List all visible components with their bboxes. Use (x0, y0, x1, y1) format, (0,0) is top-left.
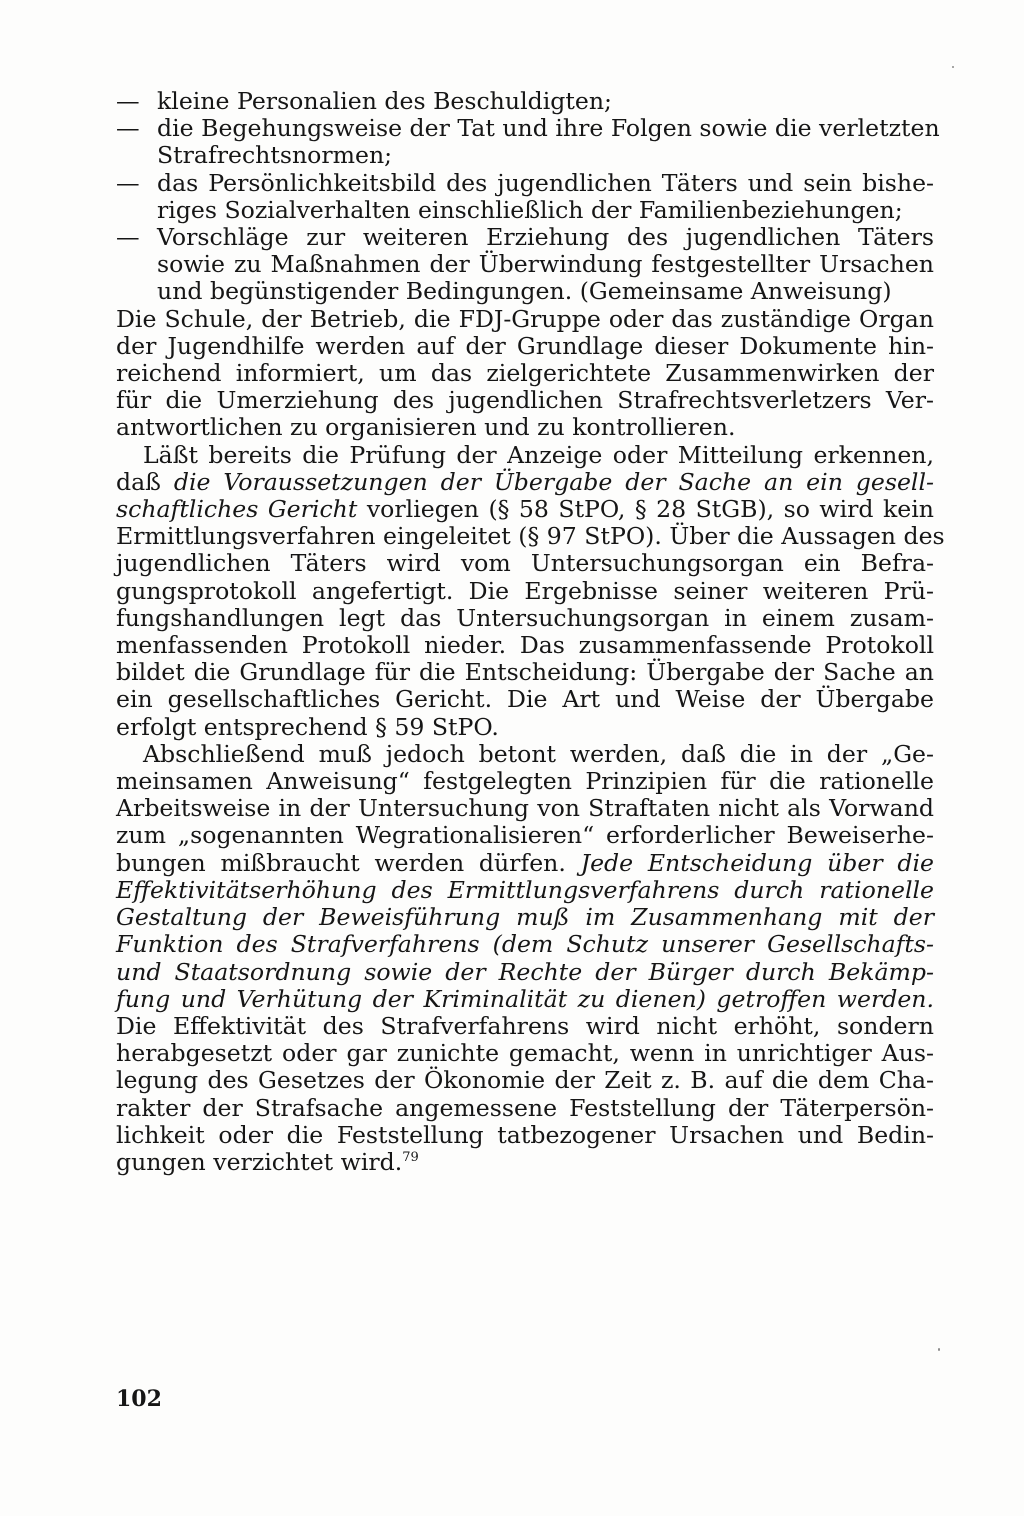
text-line: ein gesellschaftliches Gericht. Die Art und Weise der Übergabe (116, 685, 934, 714)
emphasis-text: Funktion des Strafverfahrens (dem Schutz unserer Gesellschafts- (116, 930, 934, 959)
text-line: legung des Gesetzes der Ökonomie der Zeit z. B. auf die dem Cha- (116, 1066, 934, 1095)
text-line: riges Sozialverhalten einschließlich der Familienbeziehungen; (157, 195, 903, 224)
text-line (116, 877, 934, 904)
scan-speck (952, 66, 954, 68)
text-line (116, 931, 934, 958)
text-line: das Persönlichkeitsbild des jugendlichen Täters und sein bishe- (157, 168, 934, 197)
text-line: kleine Personalien des Beschuldigten; (157, 87, 612, 115)
list-item (116, 170, 934, 224)
text-line: für die Umerziehung des jugendlichen Strafrechtsverletzers Ver- (116, 386, 934, 415)
text-line (116, 496, 934, 523)
list-dash: — (116, 87, 140, 115)
text-line (116, 986, 934, 1013)
text-line: und begünstigender Bedingungen. (Gemeinsame Anweisung) (157, 277, 892, 306)
emphasis-text: Gestaltung der Beweisführung muß im Zusammenhang mit der (116, 903, 934, 932)
emphasis-text: Jede Entscheidung über die (580, 848, 934, 877)
footnote-reference: 79 (402, 1149, 419, 1165)
text-line: Die Effektivität des Strafverfahrens wird nicht erhöht, sondern (116, 1011, 934, 1040)
text-line: zum „sogenannten Wegrationalisieren“ erforderlicher Beweiserhe- (116, 821, 934, 850)
paragraph (116, 306, 934, 442)
emphasis-text: Effektivitätserhöhung des Ermittlungsverfahrens durch rationelle (116, 875, 934, 904)
text-line (116, 1149, 934, 1176)
list-item (116, 88, 934, 115)
text-run: gungen verzichtet wird. (116, 1147, 403, 1176)
text-line: erfolgt entsprechend § 59 StPO. (116, 712, 499, 741)
text-line: jugendlichen Täters wird vom Untersuchungsorgan ein Befra- (116, 549, 934, 578)
text-run: vorliegen (§ 58 StPO, § 28 StGB), so wird kein (357, 495, 934, 524)
text-line (116, 850, 934, 877)
list-dash: — (116, 168, 140, 197)
text-line: antwortlichen zu organisieren und zu kontrollieren. (116, 413, 736, 442)
text-line: bildet die Grundlage für die Entscheidung: Übergabe der Sache an (116, 658, 934, 687)
text-line: die Begehungsweise der Tat und ihre Folgen sowie die verletzten (157, 114, 940, 143)
text-line: Vorschläge zur weiteren Erziehung des jugendlichen Täters (157, 223, 934, 252)
text-line: meinsamen Anweisung“ festgelegten Prinzipien für die rationelle (116, 767, 934, 796)
list-dash: — (116, 114, 140, 143)
list-item (116, 114, 940, 170)
text-line: reichend informiert, um das zielgerichtete Zusammenwirken der (116, 359, 934, 388)
paragraph (116, 741, 934, 1176)
text-run: bungen mißbraucht werden dürfen. (116, 848, 581, 877)
emphasis-text: die Voraussetzungen der Übergabe der Sache an ein gesell- (173, 467, 934, 496)
emphasis-text: schaftliches Gericht (116, 495, 358, 524)
scan-speck (938, 1348, 940, 1351)
body-text (116, 87, 945, 1176)
text-run: daß (116, 467, 174, 496)
text-line: rakter der Strafsache angemessene Feststellung der Täterpersön- (116, 1093, 934, 1122)
text-line: menfassenden Protokoll nieder. Das zusammenfassende Protokoll (116, 631, 934, 660)
text-line: herabgesetzt oder gar zunichte gemacht, wenn in unrichtiger Aus- (116, 1039, 934, 1068)
text-line: der Jugendhilfe werden auf der Grundlage dieser Dokumente hin- (116, 331, 934, 360)
list-dash: — (116, 223, 140, 252)
text-line: Die Schule, der Betrieb, die FDJ-Gruppe oder das zuständige Organ (116, 304, 934, 333)
emphasis-text: fung und Verhütung der Kriminalität zu dienen) getroffen werden. (116, 984, 934, 1013)
text-line: Läßt bereits die Prüfung der Anzeige oder Mitteilung erkennen, (143, 440, 934, 469)
text-line (116, 959, 934, 986)
text-line (116, 904, 934, 931)
text-line: Abschließend muß jedoch betont werden, daß die in der „Ge- (143, 739, 934, 768)
text-line (116, 469, 934, 496)
text-line: Strafrechtsnormen; (157, 141, 393, 170)
page-number: 102 (116, 1386, 162, 1412)
text-line: Arbeitsweise in der Untersuchung von Straftaten nicht als Vorwand (116, 794, 934, 823)
emphasis-text: und Staatsordnung sowie der Rechte der Bürger durch Bekämp- (116, 957, 934, 986)
paragraph (116, 440, 945, 741)
text-line: lichkeit oder die Feststellung tatbezogener Ursachen und Bedin- (116, 1120, 934, 1149)
text-line: sowie zu Maßnahmen der Überwindung festgestellter Ursachen (157, 250, 934, 279)
text-line: Ermittlungsverfahren eingeleitet (§ 97 StPO). Über die Aussagen des (116, 522, 945, 551)
text-line: gungsprotokoll angefertigt. Die Ergebnisse seiner weiteren Prü- (116, 576, 934, 605)
list-item (116, 224, 934, 306)
text-line: fungshandlungen legt das Untersuchungsorgan in einem zusam- (116, 603, 934, 632)
